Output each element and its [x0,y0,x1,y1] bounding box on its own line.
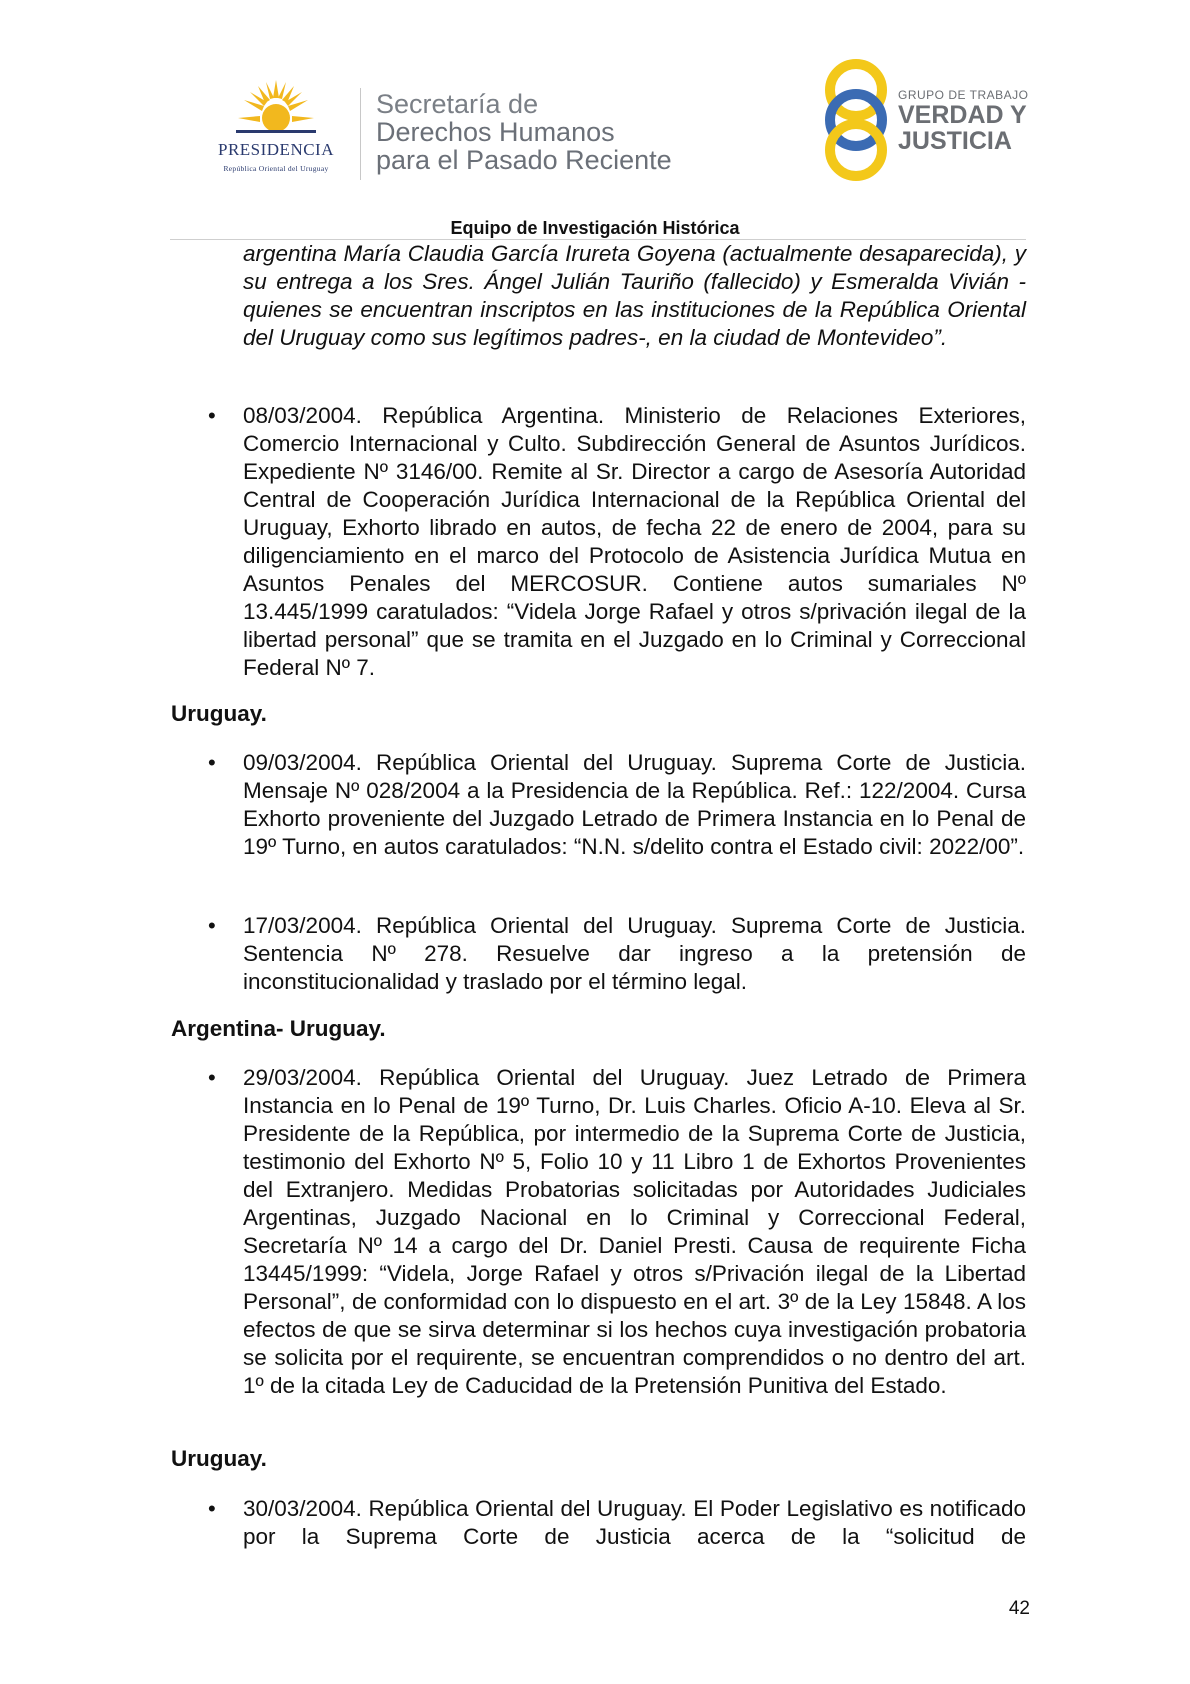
secretaria-line-1: Secretaría de [376,89,539,119]
list-item: 08/03/2004. República Argentina. Ministerio de Relaciones Exteriores, Comercio Internacional y Culto. Subdirección General de Asuntos Jurídicos. Expediente Nº 3146/00. Remite al Sr. Director a cargo de Asesoría Autoridad Central de Cooperación Jurídica Internacional de la República Oriental del Uruguay, Exhorto librado en autos, de fecha 22 de enero de 2004, para su diligenciamiento en el marco del Protocolo de Asistencia Jurídica Mutua en Asuntos Penales del MERCOSUR. Contiene autos sumariales Nº 13.445/1999 caratulados: “Videla Jorge Rafael y otros s/privación ilegal de la libertad personal” que se tramita en el Juzgado en lo Criminal y Correccional Federal Nº 7. [243,403,1026,680]
list-item: 09/03/2004. República Oriental del Uruguay. Suprema Corte de Justicia. Mensaje Nº 028/2004 a la Presidencia de la República. Ref.: 122/2004. Cursa Exhorto proveniente del Juzgado Letrado de Primera Instancia en lo Penal de 19º Turno, en autos caratulados: “N.N. s/delito contra el Estado civil: 2022/00”. [243,750,1026,859]
vj-line-1: GRUPO DE TRABAJO [898,88,1029,102]
secretaria-title [376,90,672,174]
section-heading: Argentina- Uruguay. [171,1016,386,1041]
page-number: 42 [1008,1598,1030,1619]
presidencia-name: PRESIDENCIA [217,140,334,159]
page-header [0,0,1190,238]
vj-line-3: JUSTICIA [898,127,1012,155]
presidencia-logo [196,78,356,178]
section-heading: Uruguay. [171,1446,267,1471]
intro-paragraph: argentina María Claudia García Irureta Goyena (actualmente desaparecida), y su entrega a los Sres. Ángel Julián Tauriño (fallecido) y Esmeralda Vivián -quienes se encuentran inscriptos en las instituciones de la República Oriental del Uruguay como sus legítimos padres-, en la ciudad de Montevideo”. [243,241,1026,350]
bullet-icon: • [208,750,216,775]
bullet-icon: • [208,403,216,428]
bullet-icon: • [208,913,216,938]
secretaria-line-2: Derechos Humanos [376,117,615,147]
vj-line-2: VERDAD Y [898,101,1027,129]
secretaria-line-3: para el Pasado Reciente [376,145,672,175]
list-item: 30/03/2004. República Oriental del Uruguay. El Poder Legislativo es notificado por la Suprema Corte de Justicia acerca de la “solicitud de [243,1496,1026,1549]
header-divider [360,88,361,180]
bullet-icon: • [208,1065,216,1090]
list-item: 29/03/2004. República Oriental del Uruguay. Juez Letrado de Primera Instancia en lo Penal de 19º Turno, Dr. Luis Charles. Oficio A-10. Eleva al Sr. Presidente de la República, por intermedio de la Suprema Corte de Justicia, testimonio del Exhorto Nº 5, Folio 10 y 11 Libro 1 de Exhortos Provenientes del Extranjero. Medidas Probatorias solicitadas por Autoridades Judiciales Argentinas, Juzgado Nacional en lo Criminal y Correccional Federal, Secretaría Nº 14 a cargo del Dr. Daniel Presti. Causa de requirente Ficha 13445/1999: “Videla, Jorge Rafael y otros s/Privación ilegal de la Libertad Personal”, de conformidad con lo dispuesto en el art. 3º de la Ley 15848. A los efectos de que se sirva determinar si los hechos cuya investigación probatoria se solicita por el requirente, se encuentran comprendidos o no dentro del art. 1º de la citada Ley de Caducidad de la Pretensión Punitiva del Estado. [243,1065,1026,1398]
list-item: 17/03/2004. República Oriental del Uruguay. Suprema Corte de Justicia. Sentencia Nº 278. Resuelve dar ingreso a la pretensión de inconstitucionalidad y traslado por el término legal. [243,913,1026,994]
team-title: Equipo de Investigación Histórica [450,218,740,238]
presidencia-subtitle: República Oriental del Uruguay [223,164,329,173]
section-heading: Uruguay. [171,701,267,726]
bullet-icon: • [208,1496,216,1521]
sun-emblem-icon [236,78,316,138]
verdad-justicia-logo-text [898,88,1028,154]
